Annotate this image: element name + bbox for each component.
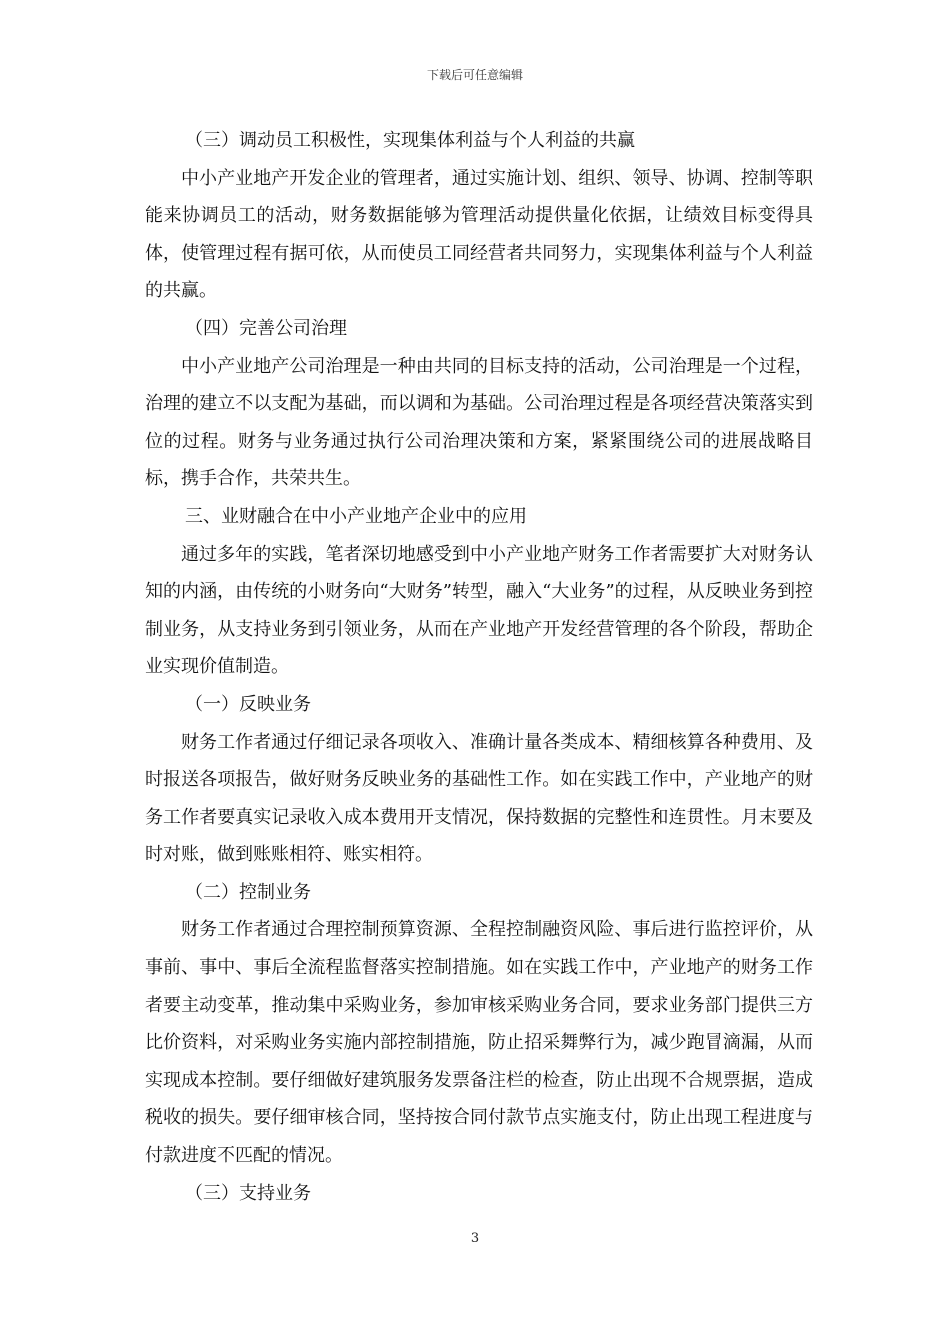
paragraph: 财务工作者通过仔细记录各项收入、准确计量各类成本、精细核算各种费用、及时报送各项报告，做好财务反映业务的基础性工作。如在实践工作中，产业地产的财务工作者要真实记录收入成本费用开支情况，保持数据的完整性和连贯性。月末要及时对账，做到账账相符、账实相符。 [145, 731, 813, 866]
section-heading: （三）调动员工积极性，实现集体利益与个人利益的共赢 [185, 130, 635, 151]
paragraph: 中小产业地产开发企业的管理者，通过实施计划、组织、领导、协调、控制等职能来协调员工的活动，财务数据能够为管理活动提供量化依据，让绩效目标变得具体，使管理过程有据可依，从而使员工同经营者共同努力，实现集体利益与个人利益的共赢。 [145, 167, 813, 302]
page-number: 3 [470, 1231, 480, 1246]
section-heading: （三）支持业务 [185, 1182, 311, 1204]
section-heading: （二）控制业务 [185, 881, 311, 903]
section-heading: 三、业财融合在中小产业地产企业中的应用 [185, 505, 527, 527]
document-body [145, 122, 813, 1212]
page-header: 下载后可任意编辑 [426, 68, 523, 82]
paragraph: 通过多年的实践，笔者深切地感受到中小产业地产财务工作者需要扩大对财务认知的内涵，由传统的小财务向“大财务”转型，融入“大业务”的过程，从反映业务到控制业务，从支持业务到引领业务，从而在产业地产开发经营管理的各个阶段，帮助企业实现价值制造。 [145, 543, 813, 678]
paragraph: 中小产业地产公司治理是一种由共同的目标支持的活动，公司治理是一个过程，治理的建立不以支配为基础，而以调和为基础。公司治理过程是各项经营决策落实到位的过程。财务与业务通过执行公司治理决策和方案，紧紧围绕公司的进展战略目标，携手合作，共荣共生。 [145, 355, 813, 490]
section-heading: （四）完善公司治理 [185, 317, 347, 339]
paragraph: 财务工作者通过合理控制预算资源、全程控制融资风险、事后进行监控评价，从事前、事中、事后全流程监督落实控制措施。如在实践工作中，产业地产的财务工作者要主动变革，推动集中采购业务，参加审核采购业务合同，要求业务部门提供三方比价资料，对采购业务实施内部控制措施，防止招采舞弊行为，减少跑冒滴漏，从而实现成本控制。要仔细做好建筑服务发票备注栏的检查，防止出现不合规票据，造成税收的损失。要仔细审核合同，坚持按合同付款节点实施支付，防止出现工程进度与付款进度不匹配的情况。 [145, 919, 813, 1167]
section-heading: （一）反映业务 [185, 693, 311, 715]
